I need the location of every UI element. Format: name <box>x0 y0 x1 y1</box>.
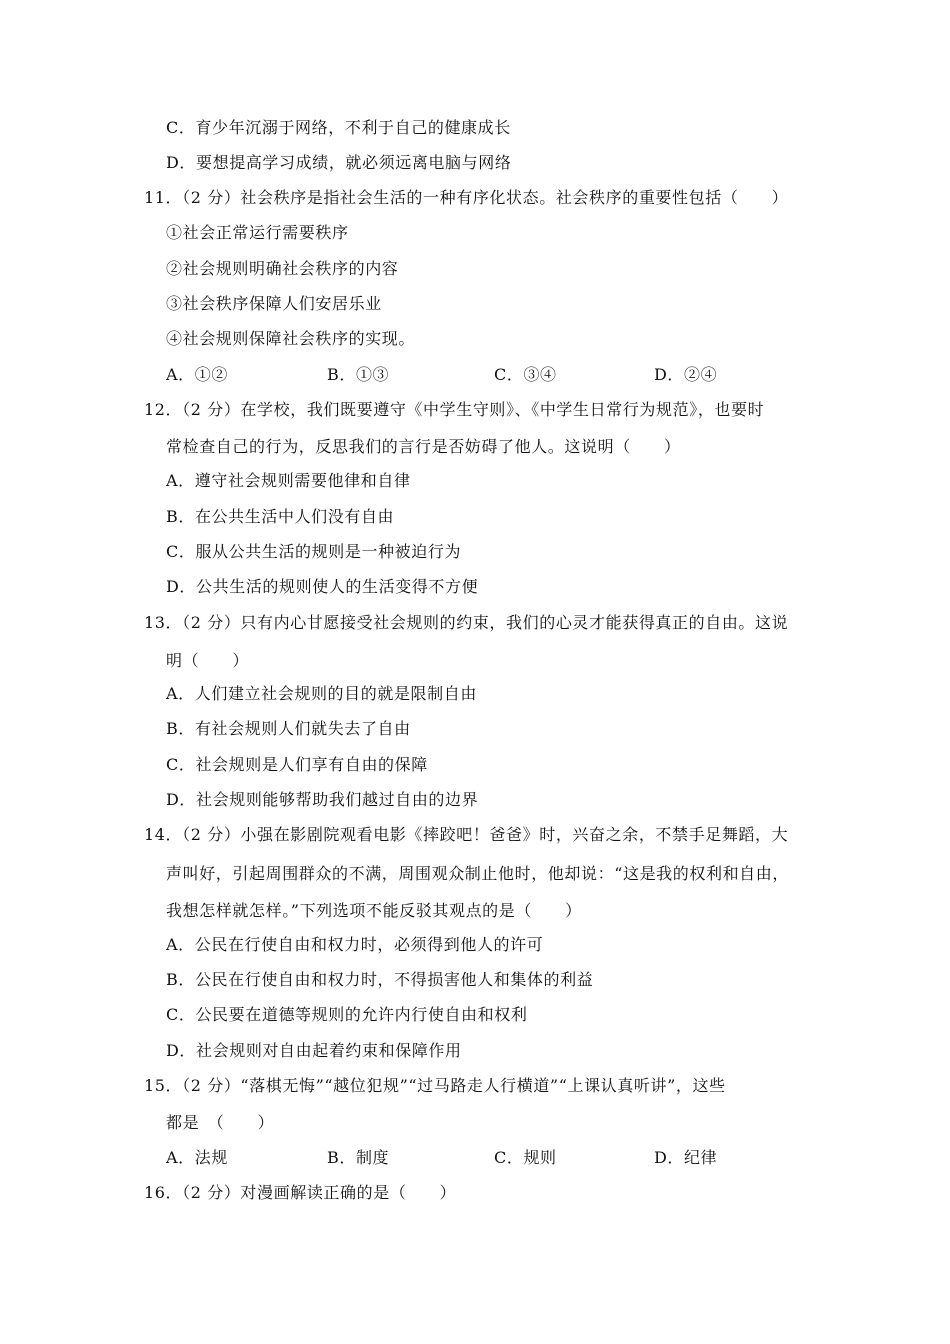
q14-option-b: B．公民在行使自由和权力时，不得损害他人和集体的利益 <box>166 970 594 989</box>
q14-option-c: C．公民要在道德等规则的允许内行使自由和权利 <box>166 1005 528 1024</box>
q11-option-b: B．①③ <box>327 365 390 384</box>
q11-item-4: ④社会规则保障社会秩序的实现。 <box>166 329 416 348</box>
q13-option-b: B．有社会规则人们就失去了自由 <box>166 719 411 738</box>
q12-option-c: C．服从公共生活的规则是一种被迫行为 <box>166 542 462 561</box>
q15-option-a: A．法规 <box>166 1148 228 1167</box>
option-d-prev: D．要想提高学习成绩，就必须远离电脑与网络 <box>166 153 512 172</box>
q14-stem-line-3: 我想怎样就怎样。”下列选项不能反驳其观点的是（ ） <box>166 901 582 920</box>
q11-option-d: D．②④ <box>654 365 718 384</box>
q11-item-2: ②社会规则明确社会秩序的内容 <box>166 259 399 278</box>
q15-option-d: D．纪律 <box>654 1148 718 1167</box>
q14-option-a: A．公民在行使自由和权力时，必须得到他人的许可 <box>166 935 544 954</box>
q11-option-c: C．③④ <box>494 365 557 384</box>
q13-stem-line-2: 明（ ） <box>166 651 250 670</box>
q14-stem-line-2: 声叫好，引起周围群众的不满，周围观众制止他时，他却说：“这是我的权利和自由， <box>166 864 789 883</box>
q14-option-d: D．社会规则对自由起着约束和保障作用 <box>166 1041 462 1060</box>
q13-option-c: C．社会规则是人们享有自由的保障 <box>166 755 428 774</box>
q15-stem-line-2: 都是 （ ） <box>166 1113 275 1132</box>
q12-option-a: A．遵守社会规则需要他律和自律 <box>166 471 411 490</box>
q11-item-3: ③社会秩序保障人们安居乐业 <box>166 294 382 313</box>
q11-stem: 11．（2 分）社会秩序是指社会生活的一种有序化状态。社会秩序的重要性包括（ ） <box>144 188 789 207</box>
q12-stem-line-2: 常检查自己的行为，反思我们的言行是否妨碍了他人。这说明（ ） <box>166 437 681 456</box>
q13-option-a: A．人们建立社会规则的目的就是限制自由 <box>166 684 477 703</box>
q11-item-1: ①社会正常运行需要秩序 <box>166 223 349 242</box>
option-c-prev: C．育少年沉溺于网络，不利于自己的健康成长 <box>166 118 511 137</box>
q15-option-b: B．制度 <box>327 1148 390 1167</box>
q15-option-c: C．规则 <box>494 1148 557 1167</box>
q16-stem: 16．（2 分）对漫画解读正确的是（ ） <box>144 1183 457 1202</box>
q13-stem-line-1: 13．（2 分）只有内心甘愿接受社会规则的约束，我们的心灵才能获得真正的自由。这说 <box>144 613 789 632</box>
q12-stem-line-1: 12．（2 分）在学校，我们既要遵守《中学生守则》、《中学生日常行为规范》，也要时 <box>144 400 765 419</box>
q13-option-d: D．社会规则能够帮助我们越过自由的边界 <box>166 790 479 809</box>
q12-option-b: B．在公共生活中人们没有自由 <box>166 507 395 526</box>
q12-option-d: D．公共生活的规则使人的生活变得不方便 <box>166 577 479 596</box>
q11-option-a: A．①② <box>166 365 228 384</box>
q14-stem-line-1: 14．（2 分）小强在影剧院观看电影《摔跤吧！爸爸》时，兴奋之余，不禁手足舞蹈，大 <box>144 825 789 844</box>
q15-stem-line-1: 15．（2 分）“落棋无悔”“越位犯规”“过马路走人行横道”“上课认真听讲”，这些 <box>144 1076 726 1095</box>
